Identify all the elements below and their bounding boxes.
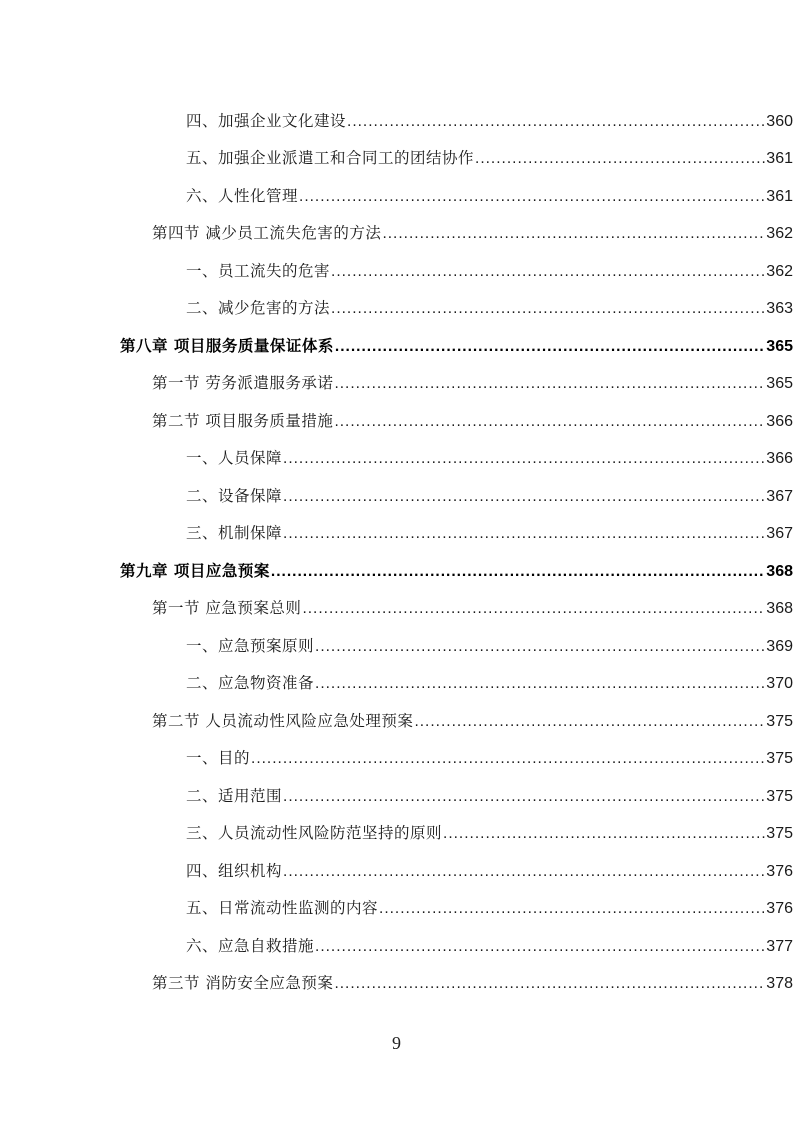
toc-entry-page: 362: [766, 225, 793, 243]
dot-leader: [347, 113, 765, 131]
toc-entry-title: 二、适用范围: [186, 786, 283, 805]
toc-entry[interactable]: [0, 626, 793, 664]
toc-entry[interactable]: [0, 289, 793, 327]
toc-entry-page: 378: [766, 975, 793, 993]
toc-entry-page: 361: [766, 187, 793, 205]
toc-entry-title: 一、目的: [186, 749, 251, 768]
dot-leader: [335, 338, 765, 356]
toc-entry[interactable]: [0, 889, 793, 927]
toc-entry-title: 三、人员流动性风险防范坚持的原则: [186, 824, 443, 843]
dot-leader: [299, 188, 765, 206]
toc-entry-page: 363: [766, 300, 793, 318]
toc-entry-page: 375: [766, 712, 793, 730]
toc-entry[interactable]: [0, 139, 793, 177]
toc-entry-page: 360: [766, 112, 793, 130]
toc-entry[interactable]: [0, 739, 793, 777]
toc-entry-title: 二、减少危害的方法: [186, 299, 331, 318]
toc-entry-page: 368: [766, 600, 793, 618]
toc-entry[interactable]: [0, 214, 793, 252]
toc-entry-page: 365: [766, 375, 793, 393]
toc-entry-title: 四、组织机构: [186, 861, 283, 880]
dot-leader: [475, 150, 765, 168]
toc-entry-page: 367: [766, 525, 793, 543]
toc-entry[interactable]: [0, 964, 793, 1002]
dot-leader: [334, 375, 765, 393]
toc-entry[interactable]: [0, 514, 793, 552]
page-number: 9: [392, 1033, 401, 1053]
dot-leader: [331, 300, 765, 318]
dot-leader: [283, 863, 765, 881]
toc-entry-page: 370: [766, 675, 793, 693]
dot-leader: [315, 938, 765, 956]
toc-entry-title: 第一节 劳务派遣服务承诺: [152, 374, 334, 393]
dot-leader: [334, 975, 765, 993]
toc-chapter-entry[interactable]: [0, 551, 793, 589]
toc-entry-title: 第四节 减少员工流失危害的方法: [152, 224, 382, 243]
toc-entry-page: 366: [766, 450, 793, 468]
toc-entry[interactable]: [0, 176, 793, 214]
toc-entry-title: 一、应急预案原则: [186, 636, 315, 655]
toc-entry-title: 六、人性化管理: [186, 186, 299, 205]
toc-entry-title: 四、加强企业文化建设: [186, 111, 347, 130]
toc-entry-page: 365: [766, 337, 793, 355]
toc-entry-title: 二、设备保障: [186, 486, 283, 505]
dot-leader: [382, 225, 765, 243]
toc-chapter-entry[interactable]: [0, 326, 793, 364]
toc-entry-title: 六、应急自救措施: [186, 936, 315, 955]
toc-entry-title: 第二节 项目服务质量措施: [152, 411, 334, 430]
toc-entry[interactable]: [0, 439, 793, 477]
toc-entry-title: 第一节 应急预案总则: [152, 599, 302, 618]
toc-entry-page: 362: [766, 262, 793, 280]
toc-entry-page: 377: [766, 937, 793, 955]
dot-leader: [283, 450, 765, 468]
toc-entry[interactable]: [0, 664, 793, 702]
toc-entry[interactable]: [0, 251, 793, 289]
toc-entry-page: 375: [766, 825, 793, 843]
toc-entry-page: 376: [766, 900, 793, 918]
toc-entry-page: 375: [766, 750, 793, 768]
toc-entry-title: 一、人员保障: [186, 449, 283, 468]
toc-entry[interactable]: [0, 701, 793, 739]
dot-leader: [315, 638, 765, 656]
toc-entry-title: 三、机制保障: [186, 524, 283, 543]
dot-leader: [443, 825, 765, 843]
dot-leader: [251, 750, 765, 768]
toc-entry[interactable]: [0, 476, 793, 514]
toc-entry-page: 367: [766, 487, 793, 505]
toc-entry[interactable]: [0, 401, 793, 439]
toc-entry-page: 369: [766, 637, 793, 655]
dot-leader: [315, 675, 765, 693]
toc-entry-page: 361: [766, 150, 793, 168]
toc-entry-title: 一、员工流失的危害: [186, 261, 331, 280]
toc-entry-page: 376: [766, 862, 793, 880]
toc-entry[interactable]: [0, 851, 793, 889]
toc-entry-title: 第二节 人员流动性风险应急处理预案: [152, 711, 414, 730]
dot-leader: [334, 413, 765, 431]
toc-entry-title: 第三节 消防安全应急预案: [152, 974, 334, 993]
toc-entry[interactable]: [0, 589, 793, 627]
toc-entry-title: 五、加强企业派遣工和合同工的团结协作: [186, 149, 475, 168]
toc-entry-title: 第八章 项目服务质量保证体系: [120, 336, 334, 355]
toc-entry-page: 375: [766, 787, 793, 805]
toc-entry-page: 366: [766, 412, 793, 430]
table-of-contents: [0, 101, 793, 1001]
toc-entry-title: 第九章 项目应急预案: [120, 561, 270, 580]
toc-entry[interactable]: [0, 926, 793, 964]
dot-leader: [414, 713, 765, 731]
dot-leader: [331, 263, 765, 281]
toc-entry[interactable]: [0, 101, 793, 139]
toc-entry-title: 二、应急物资准备: [186, 674, 315, 693]
toc-entry[interactable]: [0, 776, 793, 814]
dot-leader: [283, 788, 765, 806]
toc-entry-title: 五、日常流动性监测的内容: [186, 899, 379, 918]
toc-entry-page: 368: [766, 562, 793, 580]
toc-entry[interactable]: [0, 814, 793, 852]
toc-entry[interactable]: [0, 364, 793, 402]
dot-leader: [379, 900, 765, 918]
dot-leader: [283, 525, 765, 543]
dot-leader: [271, 563, 765, 581]
dot-leader: [283, 488, 765, 506]
dot-leader: [302, 600, 765, 618]
